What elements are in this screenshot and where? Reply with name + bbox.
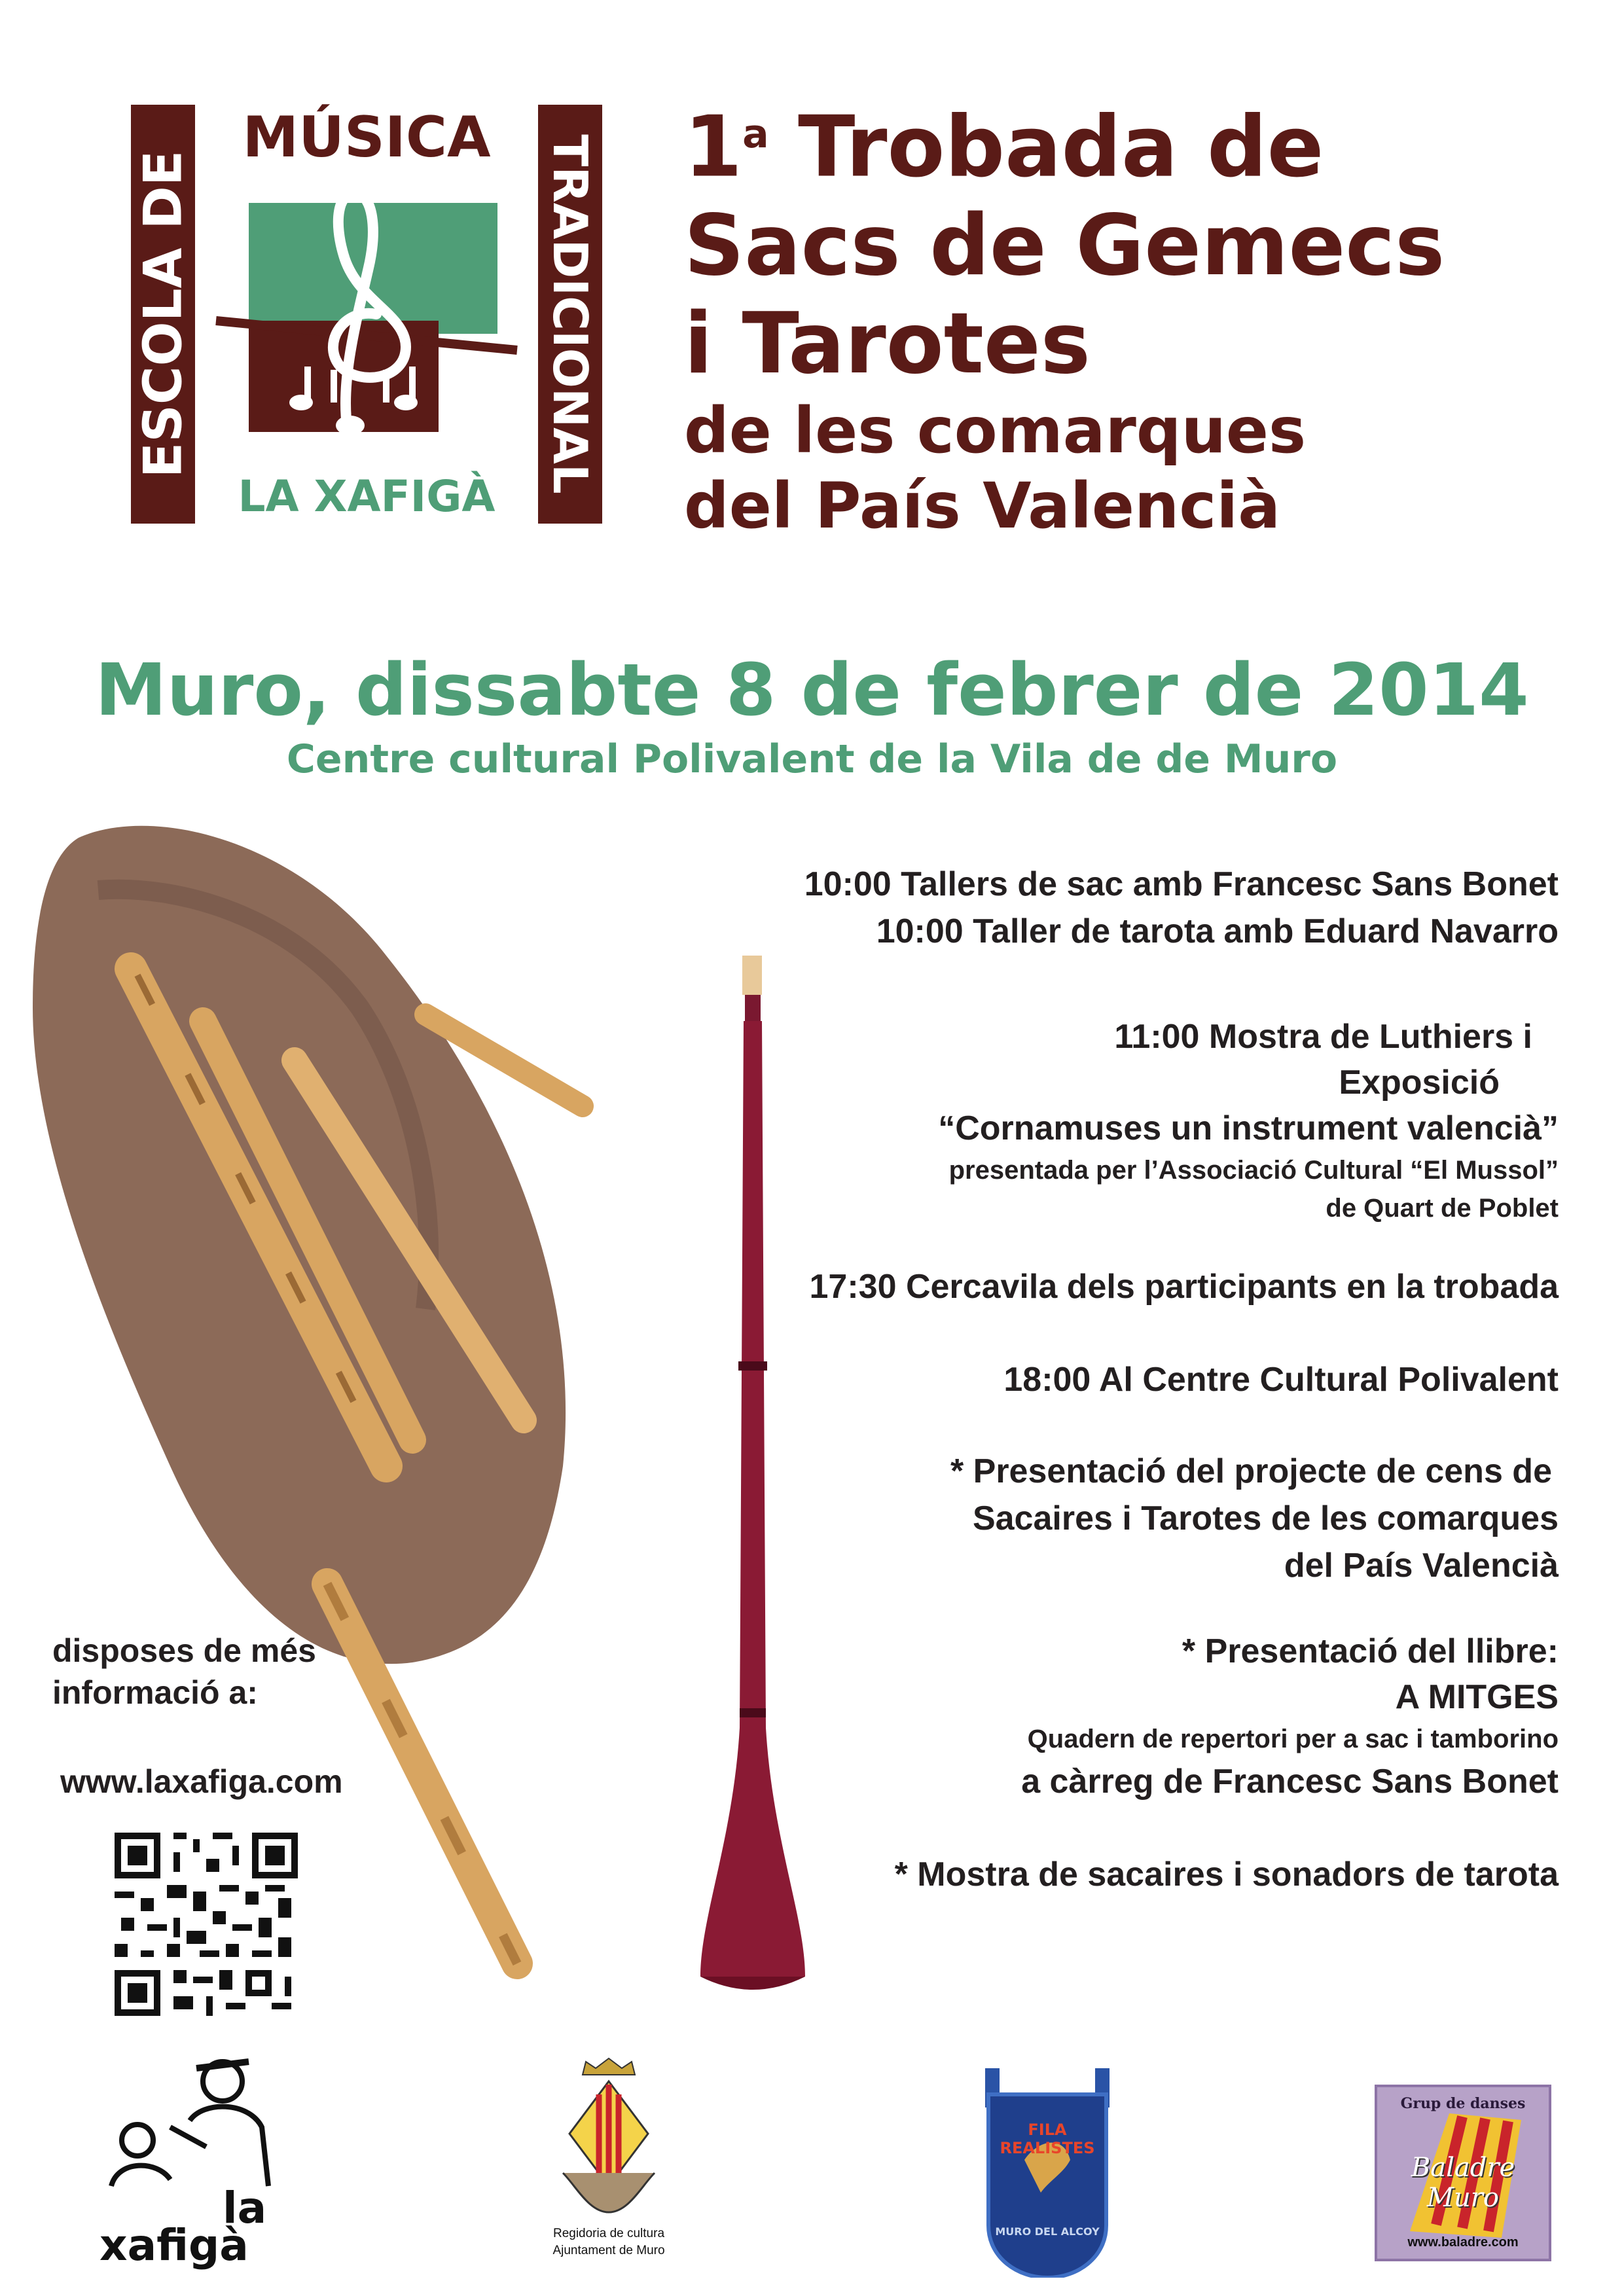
- schedule-item-6b: Sacaires i Tarotes de les comarques: [972, 1499, 1559, 1537]
- title-line-2: Sacs de Gemecs: [684, 196, 1445, 295]
- event-date: Muro, dissabte 8 de febrer de 2014: [95, 648, 1529, 732]
- schedule-item-7c: Quadern de repertori per a sac i tamborino: [1027, 1725, 1559, 1753]
- schedule-item-3d: presentada per l’Associació Cultural “El Mussol”: [948, 1156, 1559, 1185]
- ajuntament-text-2: Ajuntament de Muro: [552, 2244, 665, 2257]
- schedule-item-3e: de Quart de Poblet: [1326, 1194, 1559, 1223]
- logo-right-text: TRADICIONAL: [543, 134, 598, 494]
- info-line-1: disposes de més: [52, 1632, 316, 1669]
- coat-of-arms-icon: [556, 2055, 661, 2219]
- schedule-item-3a: 11:00 Mostra de Luthiers i: [1114, 1018, 1532, 1056]
- title-line-3: i Tarotes: [684, 295, 1091, 393]
- fila-name: FILA REALISTES: [1000, 2121, 1095, 2157]
- qr-code-icon: [115, 1833, 298, 2016]
- bagpipe-image: [20, 812, 609, 1990]
- musicians-icon: [92, 2049, 288, 2193]
- schedule-item-8: * Mostra de sacaires i sonadors de tarota: [894, 1856, 1559, 1893]
- ajuntament-logo: [530, 2055, 687, 2271]
- spacer: [708, 955, 1559, 1014]
- title-line-5: del País Valencià: [684, 469, 1280, 543]
- fila-realistes-logo: [979, 2062, 1116, 2278]
- schedule-item-3b: Exposició: [1339, 1064, 1500, 1102]
- spacer: [708, 1227, 1559, 1263]
- treble-clef-icon: [209, 177, 550, 452]
- baladre-url[interactable]: www.baladre.com: [1407, 2235, 1519, 2250]
- spacer: [708, 1805, 1559, 1851]
- website-link[interactable]: www.laxafiga.com: [60, 1763, 343, 1800]
- schedule-item-3c: “Cornamuses un instrument valencià”: [938, 1109, 1559, 1147]
- schedule-item-7b: A MITGES: [1395, 1678, 1559, 1716]
- fila-sub: MURO DEL ALCOY: [995, 2225, 1100, 2238]
- spacer: [708, 1403, 1559, 1448]
- banner-icon: [979, 2062, 1116, 2278]
- schedule-item-4: 17:30 Cercavila dels participants en la trobada: [809, 1268, 1559, 1306]
- baladre-name: Baladre Muro: [1411, 2153, 1515, 2213]
- spacer: [708, 1589, 1559, 1628]
- schedule-item-7d: a càrreg de Francesc Sans Bonet: [1021, 1763, 1559, 1801]
- event-title: [684, 85, 1600, 544]
- schedule-item-2: 10:00 Taller de tarota amb Eduard Navarro: [876, 912, 1559, 950]
- baladre-logo: [1375, 2085, 1551, 2261]
- title-line-4: de les comarques: [684, 393, 1307, 467]
- info-block: [52, 1630, 316, 1713]
- ajuntament-text-1: Regidoria de cultura: [552, 2227, 665, 2240]
- schedule-item-6a: * Presentació del projecte de cens de: [950, 1452, 1552, 1490]
- spacer: [708, 1310, 1559, 1356]
- schedule-item-1: 10:00 Tallers de sac amb Francesc Sans Bonet: [804, 865, 1559, 903]
- baladre-top-text: Grup de danses: [1400, 2095, 1526, 2112]
- schedule: [708, 861, 1559, 1898]
- info-line-2: informació a:: [52, 1674, 258, 1711]
- xafiga-logo-text-1: la: [223, 2183, 267, 2233]
- schedule-item-6c: del País Valencià: [1284, 1547, 1559, 1585]
- schedule-item-7a: * Presentació del llibre:: [1182, 1632, 1559, 1670]
- school-logo: [131, 105, 602, 524]
- event-venue: Centre cultural Polivalent de la Vila de de Muro: [286, 736, 1338, 782]
- xafiga-logo-text-2: xafigà: [99, 2220, 249, 2270]
- la-xafiga-logo: [92, 2049, 288, 2270]
- logo-top-text: MÚSICA: [242, 105, 491, 170]
- title-line-1: 1$^a$ Trobada de: [684, 98, 1324, 196]
- schedule-item-5: 18:00 Al Centre Cultural Polivalent: [1003, 1361, 1559, 1399]
- logo-bottom-text: LA XAFIGÀ: [238, 471, 496, 522]
- logo-left-text: ESCOLA DE: [132, 150, 194, 478]
